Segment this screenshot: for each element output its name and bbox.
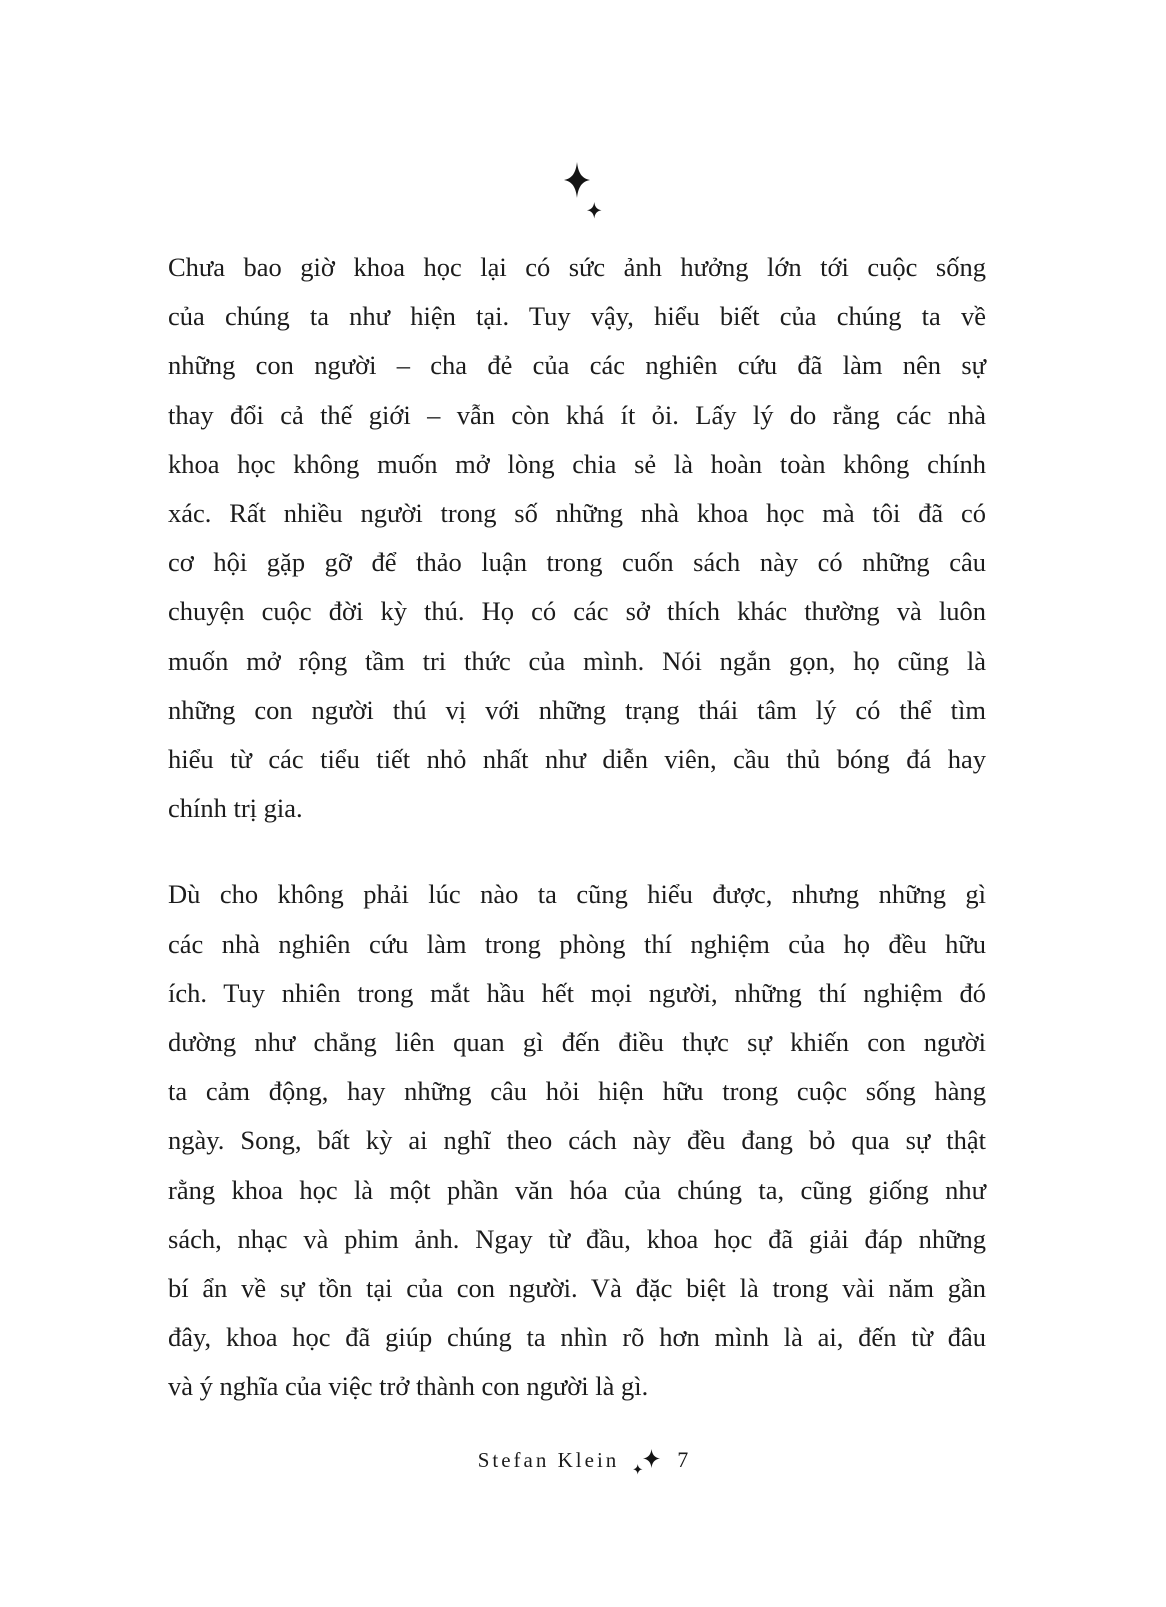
text-line: ta cảm động, hay những câu hỏi hiện hữu trong cuộc sống hàng (168, 1076, 986, 1107)
text-line: xác. Rất nhiều người trong số những nhà khoa học mà tôi đã có (168, 498, 986, 529)
paragraph (168, 870, 986, 1411)
text-line: Chưa bao giờ khoa học lại có sức ảnh hưởng lớn tới cuộc sống (168, 252, 986, 282)
text-line: và ý nghĩa của việc trở thành con người là gì. (168, 1371, 649, 1402)
text-line: của chúng ta như hiện tại. Tuy vậy, hiểu biết của chúng ta về (168, 301, 986, 332)
text-line: chuyện cuộc đời kỳ thú. Họ có các sở thích khác thường và luôn (168, 596, 986, 627)
text-line: những con người – cha đẻ của các nghiên cứu đã làm nên sự (168, 350, 986, 381)
text-line: sách, nhạc và phim ảnh. Ngay từ đầu, khoa học đã giải đáp những (168, 1223, 986, 1254)
page-number: 7 (677, 1447, 689, 1472)
text-line: hiểu từ các tiểu tiết nhỏ nhất như diễn viên, cầu thủ bóng đá hay (168, 744, 986, 775)
text-line: rằng khoa học là một phần văn hóa của chúng ta, cũng giống như (168, 1174, 986, 1205)
text-line: các nhà nghiên cứu làm trong phòng thí nghiệm của họ đều hữu (168, 928, 986, 959)
footer-author: Stefan Klein (477, 1447, 620, 1472)
page-text (168, 243, 986, 1412)
text-line: khoa học không muốn mở lòng chia sẻ là hoàn toàn không chính (168, 448, 986, 479)
text-line: cơ hội gặp gỡ để thảo luận trong cuốn sách này có những câu (168, 547, 986, 578)
text-line: ích. Tuy nhiên trong mắt hầu hết mọi người, những thí nghiệm đó (168, 977, 986, 1008)
text-line: ngày. Song, bất kỳ ai nghĩ theo cách này đều đang bỏ qua sự thật (168, 1125, 986, 1156)
text-line: muốn mở rộng tầm tri thức của mình. Nói ngắn gọn, họ cũng là (168, 645, 986, 676)
text-line: đây, khoa học đã giúp chúng ta nhìn rõ hơn mình là ai, đến từ đâu (168, 1322, 986, 1353)
text-line: thay đổi cả thế giới – vẫn còn khá ít ỏi. Lấy lý do rằng các nhà (168, 399, 986, 430)
sparkle-icon (633, 1449, 663, 1477)
sparkle-icon (560, 162, 606, 224)
text-line: bí ẩn về sự tồn tại của con người. Và đặc biệt là trong vài năm gần (168, 1273, 986, 1304)
text-line: chính trị gia. (168, 793, 303, 824)
page-footer (0, 1438, 1166, 1482)
text-line: những con người thú vị với những trạng thái tâm lý có thể tìm (168, 694, 986, 725)
text-line: Dù cho không phải lúc nào ta cũng hiểu được, nhưng những gì (168, 879, 986, 910)
paragraph (168, 243, 986, 833)
text-line: dường như chẳng liên quan gì đến điều thực sự khiến con người (168, 1027, 986, 1058)
sparkle-ornament-top (0, 162, 1166, 224)
